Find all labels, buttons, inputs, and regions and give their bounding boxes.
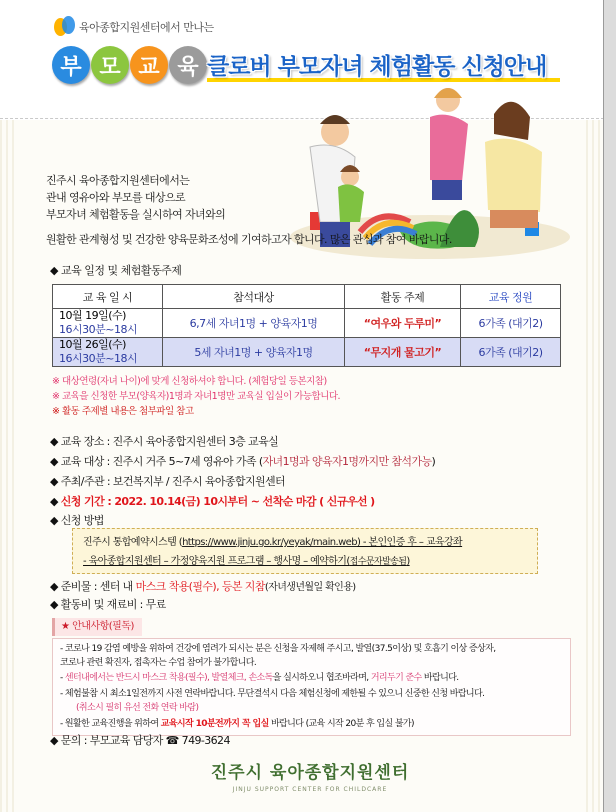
target-cell: 6,7세 자녀1명 + 양육자1명 xyxy=(163,309,345,338)
capacity-cell: 6가족 (대기2) xyxy=(461,309,561,338)
session-date: 10월 19일(수) xyxy=(59,309,126,322)
intro-line-2: 관내 영유아와 부모를 대상으로 xyxy=(46,191,186,204)
clover-logo-icon xyxy=(54,16,76,38)
document-margin xyxy=(604,0,616,812)
target-cell: 5세 자녀1명 + 양육자1명 xyxy=(163,338,345,367)
notice-line-4: - 체험불참 시 최소1일전까지 사전 연락바랍니다. 무단결석시 다음 체험신청에 제한될 수 있으니 신중한 신청 바랍니다. xyxy=(60,689,485,699)
note-2: ※ 교육을 신청한 부모(양육자)1명과 자녀1명만 교육실 입실이 가능합니다. xyxy=(52,391,341,402)
session-time: 16시30분~18시 xyxy=(59,323,138,336)
target-close-paren: ) xyxy=(431,455,436,468)
schedule-section-title: ◆ 교육 일정 및 체험활동주제 xyxy=(50,264,182,277)
notice-label: ★ 안내사항(필독) xyxy=(52,618,142,636)
notes xyxy=(52,374,340,419)
notice-line-3-end: 바랍니다. xyxy=(421,673,459,683)
header-date: 교 육 일 시 xyxy=(53,285,163,309)
theme-cell: “여우와 두루미” xyxy=(345,309,461,338)
method-line-2-text: - 육아종합지원센터 – 가정양육지원 프로그램 – 행사명 – 예약하기( xyxy=(83,556,350,567)
circle-mo: 모 xyxy=(91,46,129,84)
session-time: 16시30분~18시 xyxy=(59,352,138,365)
prep-text: ◆ 준비물 : 센터 내 xyxy=(50,580,136,593)
fee-item: ◆ 활동비 및 재료비 : 무료 xyxy=(50,598,166,611)
method-line-1 xyxy=(83,533,527,552)
session-date: 10월 26일(수) xyxy=(59,338,126,351)
host-item: ◆ 주최/주관 : 보건복지부 / 진주시 육아종합지원센터 xyxy=(50,475,286,488)
right-texture xyxy=(586,120,604,812)
period-bullet: ◆ xyxy=(50,495,61,508)
prep-required-text: 마스크 착용(필수), 등본 지참 xyxy=(135,580,265,593)
date-cell xyxy=(53,338,163,367)
center-logo xyxy=(54,16,214,38)
notice-line-6-emphasis: 교육시작 10분전까지 꼭 입실 xyxy=(160,719,269,729)
method-box xyxy=(72,528,538,574)
header-capacity: 교육 정원 xyxy=(461,285,561,309)
circle-gyo: 교 xyxy=(130,46,168,84)
page-title: 클로버 부모자녀 체험활동 신청안내 xyxy=(207,54,547,80)
method-line-2 xyxy=(83,552,527,572)
note-1: ※ 대상연령(자녀 나이)에 맞게 신청하셔야 합니다. (체험당일 등본지참) xyxy=(52,376,327,387)
date-cell xyxy=(53,309,163,338)
table-header-row xyxy=(53,285,561,309)
circle-bu: 부 xyxy=(52,46,90,84)
notice-line-5: (취소시 필히 유선 전화 연락 바람) xyxy=(76,703,199,713)
notice-line-3-distance: 거리두기 준수 xyxy=(370,673,422,683)
prep-item xyxy=(50,578,356,594)
footer-logo-subtext: JINJU SUPPORT CENTER FOR CHILDCARE xyxy=(232,786,388,793)
capacity-cell: 6가족 (대기2) xyxy=(461,338,561,367)
prep-note-text: (자녀생년월일 확인용) xyxy=(264,582,356,593)
method-line-1-steps: ) - 본인인증 후 – 교육강좌 xyxy=(356,537,463,548)
table-row xyxy=(53,309,561,338)
notice-line-3-emphasis: 센터내에서는 반드시 마스크 착용(필수), 발열체크, 손소독 xyxy=(64,673,273,683)
center-label: 육아종합지원센터에서 만나는 xyxy=(79,21,214,34)
header-target: 참석대상 xyxy=(163,285,345,309)
target-text: ◆ 교육 대상 : 진주시 거주 5~7세 영유아 가족 ( xyxy=(50,455,263,468)
method-item: ◆ 신청 방법 xyxy=(50,514,104,527)
intro-line-3: 부모자녀 체험활동을 실시하여 자녀와의 xyxy=(46,208,226,221)
theme-cell: “무지개 물고기” xyxy=(345,338,461,367)
schedule-table xyxy=(52,284,561,367)
notice-line-3-text: 을 실시하오니 협조바라며, xyxy=(272,673,371,683)
place-item: ◆ 교육 장소 : 진주시 육아종합지원센터 3층 교육실 xyxy=(50,435,279,448)
method-line-2-sms: 접수문자발송됨 xyxy=(349,557,407,567)
contact-item: ◆ 문의 : 부모교육 담당자 ☎ 749-3624 xyxy=(50,734,230,747)
notice-line-3-bullet: - xyxy=(60,673,65,683)
left-texture xyxy=(0,120,18,812)
intro-line-1: 진주시 육아종합지원센터에서는 xyxy=(46,174,190,187)
method-line-2-close: ) xyxy=(406,556,410,567)
intro-line-4: 원활한 관계형성 및 건강한 양육문화조성에 기여하고자 합니다. 많은 관심과 참여 바랍니다. xyxy=(46,233,452,246)
header-theme: 활동 주제 xyxy=(345,285,461,309)
method-line-1-text: 진주시 통합예약시스템 ( xyxy=(83,537,183,548)
reservation-link[interactable]: https://www.jinju.go.kr/yeyak/main.web xyxy=(182,537,357,548)
table-row xyxy=(53,338,561,367)
target-limit-text: 자녀1명과 양육자1명까지만 참석가능 xyxy=(262,455,432,468)
footer-logo-text: 진주시 육아종합지원센터 xyxy=(210,763,410,783)
notice-line-1: - 코로나 19 감염 예방을 위하여 건강에 염려가 되시는 분은 신청을 자제해 주시고, 발열(37.5이상) 및 호흡기 이상 증상자, xyxy=(60,644,496,654)
note-3: ※ 활동 주제별 내용은 첨부파일 참고 xyxy=(52,406,194,417)
notice-line-6 xyxy=(60,716,414,729)
notice-line-3 xyxy=(60,670,459,683)
notice-line-6-text: - 원활한 교육진행을 위하여 xyxy=(60,719,161,729)
notice-line-6-end: 바랍니다 (교육 시작 20분 후 입실 불가) xyxy=(268,719,414,729)
footer-logo xyxy=(200,758,420,802)
circle-yuk: 육 xyxy=(169,46,207,84)
period-item xyxy=(50,493,375,509)
notice-line-2: 코로나 관련 확진자, 접촉자는 수업 참여가 불가합니다. xyxy=(60,658,257,668)
period-text: 신청 기간 : 2022. 10.14(금) 10시부터 ~ 선착순 마감 ( 신규우선 ) xyxy=(60,495,375,508)
program-circles xyxy=(52,46,207,84)
target-item xyxy=(50,453,435,469)
